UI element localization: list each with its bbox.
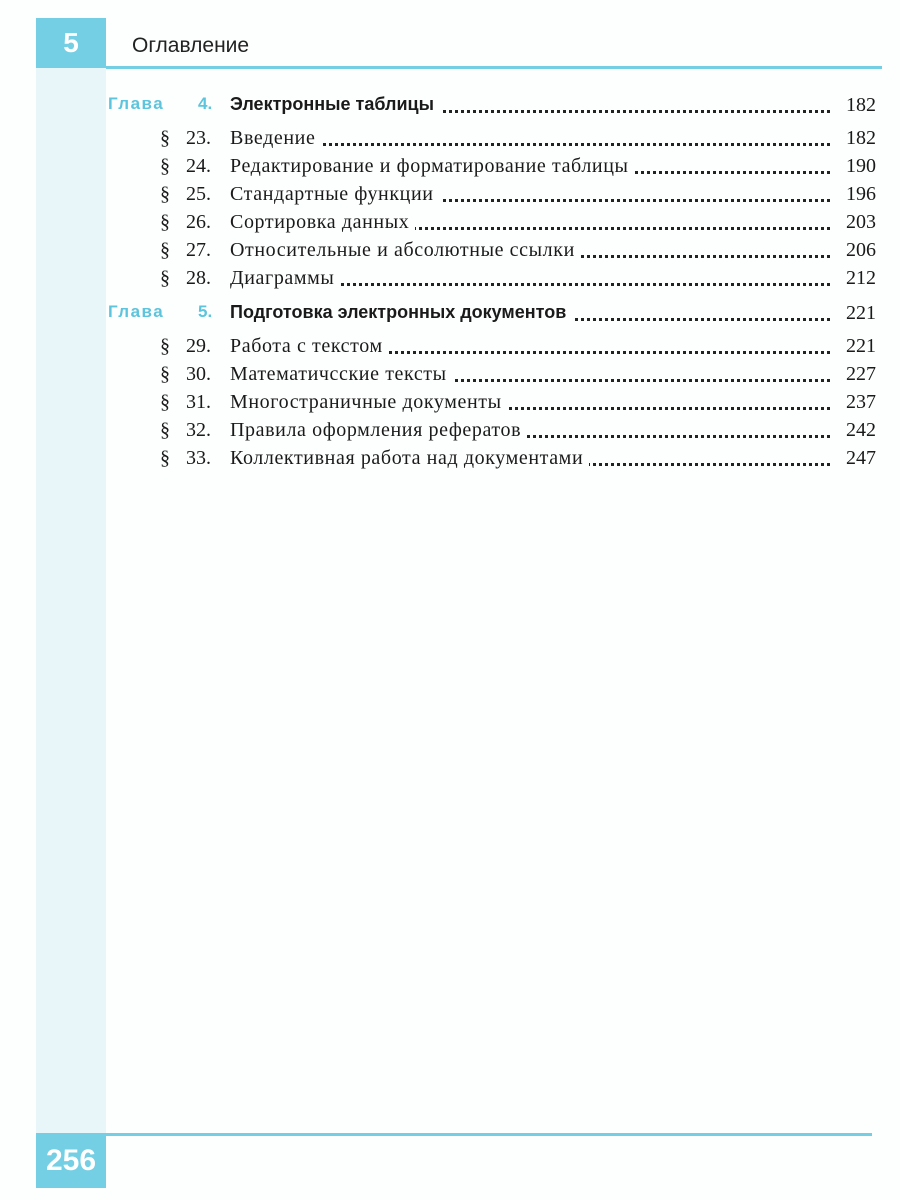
section-mark: § xyxy=(160,335,170,357)
section-title: Диаграммы xyxy=(230,267,340,290)
footer-page-badge xyxy=(36,1133,106,1188)
section-title: Работа с текстом xyxy=(230,335,389,358)
toc-section[interactable] xyxy=(0,267,900,295)
footer-page-number: 256 xyxy=(45,1143,97,1177)
toc-section[interactable] xyxy=(0,391,900,419)
section-number: 26. xyxy=(186,211,211,233)
toc-section[interactable] xyxy=(0,155,900,183)
toc-section[interactable] xyxy=(0,211,900,239)
section-mark: § xyxy=(160,447,170,469)
section-number: 31. xyxy=(186,391,211,413)
toc-section[interactable] xyxy=(0,183,900,211)
section-mark: § xyxy=(160,155,170,177)
section-title: Математичсские тексты xyxy=(230,363,453,386)
section-mark: § xyxy=(160,183,170,205)
footer-rule xyxy=(106,1133,872,1136)
section-number: 33. xyxy=(186,447,211,469)
page-number: 196 xyxy=(830,183,876,206)
section-mark: § xyxy=(160,419,170,441)
section-mark: § xyxy=(160,391,170,413)
header-rule xyxy=(106,66,882,69)
page-number: 203 xyxy=(830,211,876,234)
chapter-tab xyxy=(36,18,106,68)
page-number: 237 xyxy=(830,391,876,414)
chapter-label: Глава xyxy=(108,302,165,321)
section-number: 30. xyxy=(186,363,211,385)
section-title: Стандартные функции xyxy=(230,183,440,206)
chapter-tab-number: 5 xyxy=(63,27,79,58)
page-number: 221 xyxy=(830,335,876,358)
section-title: Введение xyxy=(230,127,321,150)
section-number: 27. xyxy=(186,239,211,261)
section-number: 28. xyxy=(186,267,211,289)
section-mark: § xyxy=(160,267,170,289)
section-number: 23. xyxy=(186,127,211,149)
section-number: 32. xyxy=(186,419,211,441)
section-mark: § xyxy=(160,239,170,261)
section-title: Многостраничные документы xyxy=(230,391,508,414)
toc-section[interactable] xyxy=(0,419,900,447)
section-mark: § xyxy=(160,211,170,233)
section-mark: § xyxy=(160,363,170,385)
section-title: Правила оформления рефератов xyxy=(230,419,527,442)
dot-leader xyxy=(232,143,830,146)
toc-section[interactable] xyxy=(0,127,900,155)
toc-section[interactable] xyxy=(0,335,900,363)
chapter-number: 5. xyxy=(198,302,213,321)
toc-section[interactable] xyxy=(0,363,900,391)
toc-section[interactable] xyxy=(0,239,900,267)
toc-section[interactable] xyxy=(0,447,900,475)
page-number: 182 xyxy=(830,94,876,117)
page-number: 221 xyxy=(830,302,876,325)
page-number: 227 xyxy=(830,363,876,386)
section-title: Редактирование и форматирование таблицы xyxy=(230,155,635,178)
page-number: 242 xyxy=(830,419,876,442)
page-number: 190 xyxy=(830,155,876,178)
section-title: Сортировка данных xyxy=(230,211,415,234)
chapter-number: 4. xyxy=(198,94,213,113)
section-title: Коллективная работа над документами xyxy=(230,447,589,470)
chapter-label: Глава xyxy=(108,94,165,113)
toc-chapter-5[interactable] xyxy=(0,302,900,330)
section-mark: § xyxy=(160,127,170,149)
section-number: 24. xyxy=(186,155,211,177)
chapter-title: Подготовка электронных документов xyxy=(230,302,572,323)
page-number: 247 xyxy=(830,447,876,470)
section-title: Относительные и абсолютные ссылки xyxy=(230,239,581,262)
page-header-title: Оглавление xyxy=(132,34,250,57)
page-number: 212 xyxy=(830,267,876,290)
toc-chapter-4[interactable] xyxy=(0,94,900,122)
page-number: 206 xyxy=(830,239,876,262)
page-number: 182 xyxy=(830,127,876,150)
section-number: 29. xyxy=(186,335,211,357)
chapter-title: Электронные таблицы xyxy=(230,94,440,115)
section-number: 25. xyxy=(186,183,211,205)
